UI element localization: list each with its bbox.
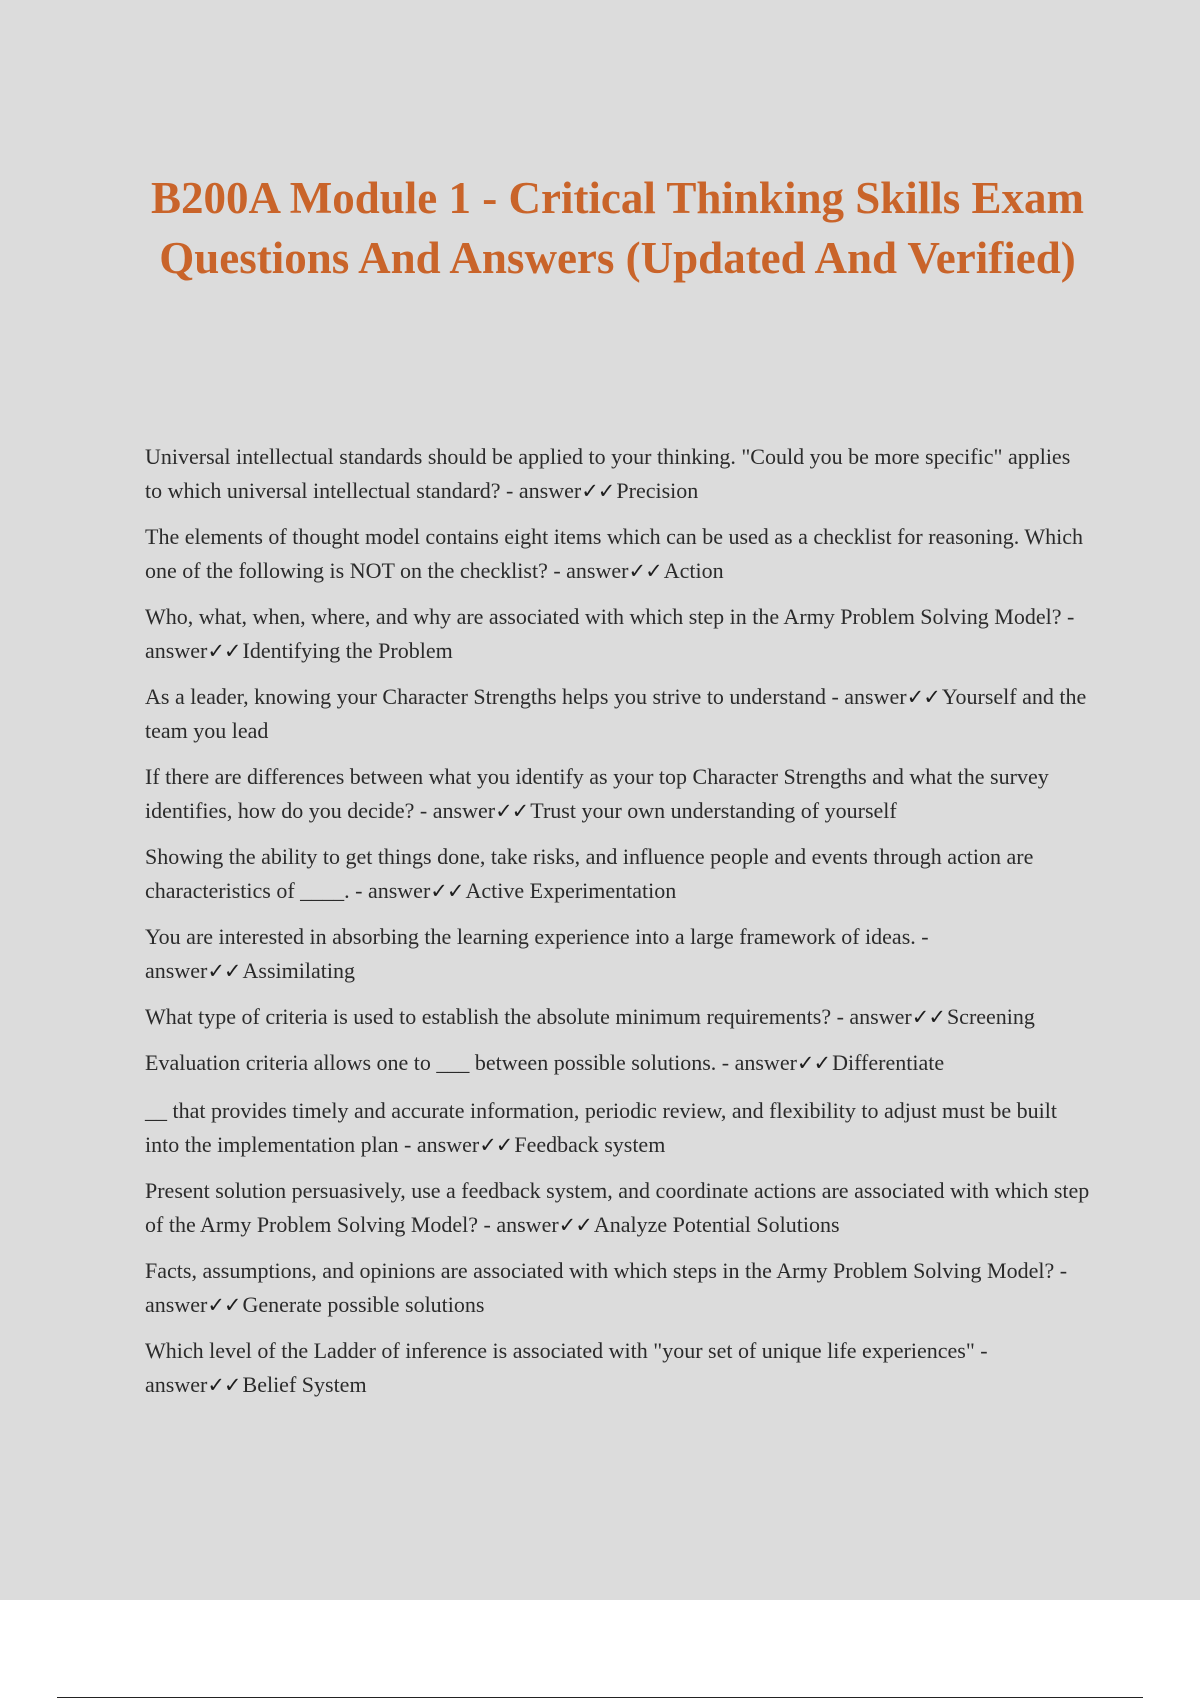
qa-item xyxy=(145,1254,1090,1322)
answer-text: Belief System xyxy=(242,1372,367,1397)
qa-item xyxy=(145,440,1090,508)
question-text: Which level of the Ladder of inference is associated with "your set of unique life experiences" - xyxy=(145,1338,988,1363)
double-check-icon: ✓✓ xyxy=(628,559,662,583)
answer-label: answer xyxy=(518,478,582,503)
double-check-icon: ✓✓ xyxy=(207,1373,241,1397)
answer-text: Screening xyxy=(946,1004,1035,1029)
question-text: Showing the ability to get things done, take risks, and influence people and events through action are characteristics of ____. - xyxy=(145,844,1034,903)
qa-list xyxy=(145,440,1090,1414)
question-text: If there are differences between what you identify as your top Character Strengths and what the survey identifies, how do you decide? - xyxy=(145,764,1049,823)
qa-item xyxy=(145,1000,1090,1034)
question-text: As a leader, knowing your Character Strengths helps you strive to understand - xyxy=(145,684,845,709)
answer-label: answer xyxy=(416,1132,480,1157)
answer-text: Analyze Potential Solutions xyxy=(593,1212,840,1237)
question-text: You are interested in absorbing the learning experience into a large framework of ideas. - xyxy=(145,924,929,949)
answer-text: Feedback system xyxy=(514,1132,666,1157)
question-text: What type of criteria is used to establish the absolute minimum requirements? - xyxy=(145,1004,850,1029)
qa-item xyxy=(145,920,1090,988)
answer-text: Identifying the Problem xyxy=(242,638,453,663)
double-check-icon: ✓✓ xyxy=(495,799,529,823)
footer-divider xyxy=(57,1697,1143,1698)
answer-label: answer xyxy=(145,958,208,983)
answer-label: answer xyxy=(145,1292,208,1317)
double-check-icon: ✓✓ xyxy=(558,1213,592,1237)
double-check-icon: ✓✓ xyxy=(207,639,241,663)
question-text: Universal intellectual standards should be applied to your thinking. "Could you be more specific" applies to which universal intellectual standard? - xyxy=(145,444,1071,503)
qa-item xyxy=(145,760,1090,828)
qa-item xyxy=(145,1094,1090,1162)
double-check-icon: ✓✓ xyxy=(796,1051,831,1075)
qa-item xyxy=(145,600,1090,668)
answer-text: Differentiate xyxy=(832,1050,945,1075)
answer-text: Action xyxy=(663,558,724,583)
answer-label: answer xyxy=(496,1212,559,1237)
answer-text: Yourself and the team you lead xyxy=(145,684,1087,743)
qa-item xyxy=(145,1174,1090,1242)
answer-text: Active Experimentation xyxy=(465,878,677,903)
double-check-icon: ✓✓ xyxy=(581,479,615,503)
answer-label: answer xyxy=(734,1050,797,1075)
qa-item xyxy=(145,1334,1090,1402)
answer-label: answer xyxy=(432,798,496,823)
qa-item xyxy=(145,520,1090,588)
question-text: The elements of thought model contains eight items which can be used as a checklist for reasoning. Which one of the following is NOT on the checklist? - xyxy=(145,524,1083,583)
question-text: Who, what, when, where, and why are associated with which step in the Army Problem Solving Model? - xyxy=(145,604,1075,629)
double-check-icon: ✓✓ xyxy=(906,685,940,709)
question-text: Present solution persuasively, use a feedback system, and coordinate actions are associated with which step of the Army Problem Solving Model? - xyxy=(145,1178,1090,1237)
double-check-icon: ✓✓ xyxy=(207,959,241,983)
qa-item xyxy=(145,840,1090,908)
answer-text: Assimilating xyxy=(242,958,355,983)
double-check-icon: ✓✓ xyxy=(479,1133,513,1157)
qa-item xyxy=(145,1046,1090,1080)
double-check-icon: ✓✓ xyxy=(207,1293,241,1317)
answer-label: answer xyxy=(367,878,431,903)
answer-text: Generate possible solutions xyxy=(242,1292,485,1317)
question-text: __ that provides timely and accurate information, periodic review, and flexibility to adjust must be built into the implementation plan - xyxy=(145,1098,1057,1157)
question-text: Evaluation criteria allows one to ___ between possible solutions. - xyxy=(145,1050,735,1075)
answer-label: answer xyxy=(145,1372,208,1397)
answer-text: Precision xyxy=(616,478,699,503)
double-check-icon: ✓✓ xyxy=(911,1005,945,1029)
answer-label: answer xyxy=(145,638,208,663)
double-check-icon: ✓✓ xyxy=(430,879,464,903)
answer-text: Trust your own understanding of yourself xyxy=(530,798,897,823)
question-text: Facts, assumptions, and opinions are associated with which steps in the Army Problem Solving Model? - xyxy=(145,1258,1068,1283)
answer-label: answer xyxy=(849,1004,912,1029)
document-title: B200A Module 1 - Critical Thinking Skills Exam Questions And Answers (Updated And Verified) xyxy=(150,173,1085,283)
answer-label: answer xyxy=(844,684,907,709)
answer-label: answer xyxy=(566,558,629,583)
qa-item xyxy=(145,680,1090,748)
